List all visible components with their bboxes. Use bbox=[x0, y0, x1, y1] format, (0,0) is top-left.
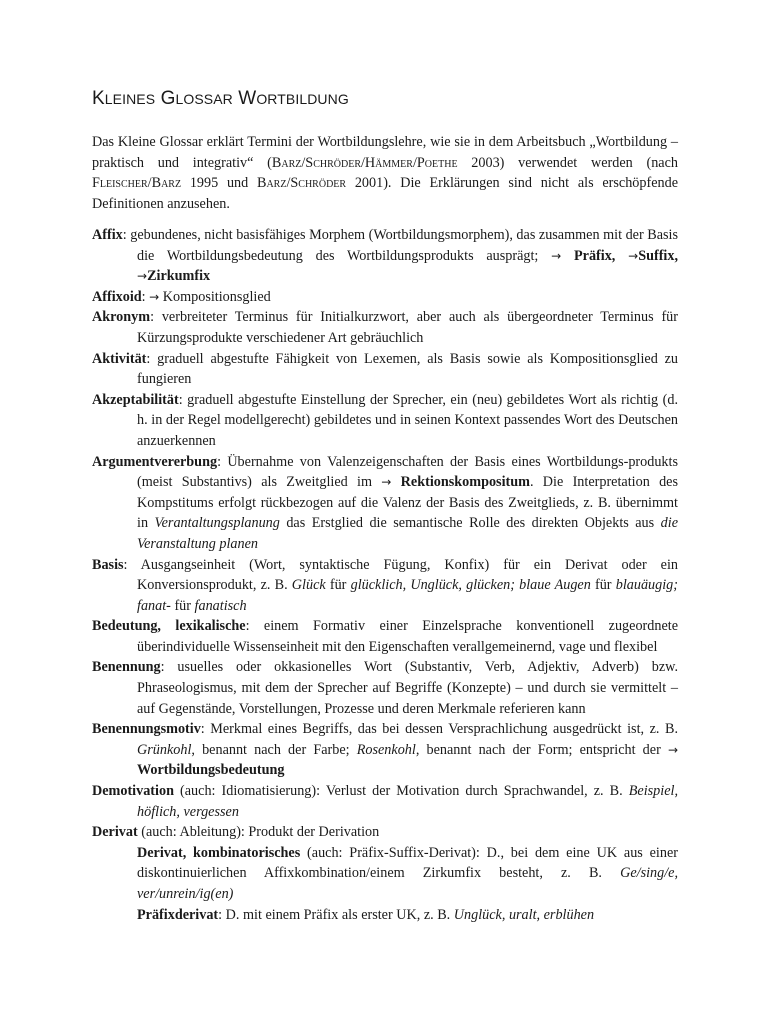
title-part-lossar: LOSSAR bbox=[175, 91, 233, 107]
entry-derivat bbox=[92, 822, 678, 843]
arrow-icon: → bbox=[551, 248, 562, 263]
title-initial-g: G bbox=[160, 88, 176, 109]
title-initial-w: W bbox=[238, 88, 257, 109]
entry-term: Argumentvererbung bbox=[92, 453, 218, 470]
entry-akzeptabilitaet bbox=[92, 390, 678, 452]
entry-definition: für bbox=[325, 577, 351, 594]
entry-definition: : D. mit einem Präfix als erster UK, z. B. bbox=[218, 906, 454, 923]
example-word: Unglück, uralt, erblühen bbox=[453, 906, 595, 923]
entry-definition: : graduell abgestufte Einstellung der Sprecher, ein (neu) gebildetes Wort als richtig (d. h. in der Regel modellgerecht) gebildetes und in seinen Kontext passendes Wort des Deutschen anzuerkennen bbox=[137, 391, 678, 449]
title-part-ortbildung: ORTBILDUNG bbox=[256, 91, 349, 107]
entry-term: Bedeutung, lexikalische bbox=[92, 618, 246, 635]
glossary-page bbox=[92, 88, 678, 925]
entry-term: Derivat, kombinatorisches bbox=[137, 844, 301, 861]
entry-definition: : einem Formativ einer Einzelsprache konventionell zugeordnete überindividuelle Wissenseinheit mit den Eigenschaften verallgemeinernd, vage und flexibel bbox=[137, 618, 678, 655]
example-word: die Veranstaltung planen bbox=[137, 515, 679, 552]
subentry-praefixderivat bbox=[92, 905, 678, 926]
example-word: Grünkohl bbox=[137, 741, 192, 758]
entry-affix bbox=[92, 225, 678, 287]
intro-authors: Fleischer/Barz bbox=[92, 175, 182, 191]
example-word: fanatisch bbox=[194, 597, 247, 614]
entry-definition: . Die Interpretation des Kompstitums erfolgt rückbezogen auf die Valenz der Basis des Zweitglieds, z. B. übernimmt in bbox=[137, 474, 678, 532]
intro-text: 1995 und bbox=[181, 175, 257, 191]
title-initial-k: K bbox=[92, 88, 105, 109]
entry-term: Benennungsmotiv bbox=[92, 721, 201, 738]
entry-definition: : gebundenes, nicht basisfähiges Morphem (Wortbildungsmorphem), das zusammen mit der Basis die Wortbildungsbedeutung des Wortbildungsprodukts ausprägt; bbox=[122, 227, 678, 264]
entry-definition: , benannt nach der Farbe; bbox=[191, 741, 357, 758]
entry-definition: , benannt nach der Form; entspricht der bbox=[415, 741, 668, 758]
example-word: Beispiel, höflich, vergessen bbox=[137, 783, 678, 820]
entry-definition: : bbox=[141, 288, 150, 305]
entry-definition: (auch: Präfix-Suffix-Derivat): D., bei dem eine UK aus einer diskontinuierlichen Affixkombination/einem Zirkumfix besteht, z. B. bbox=[137, 844, 678, 882]
entry-term: Demotivation bbox=[92, 783, 174, 800]
entry-definition: : usuelles oder okkasionelles Wort (Substantiv, Verb, Adjektiv, Adverb) bzw. Phraseologismus, mit dem der Sprecher auf Begriffe (Konzepte) – und durch sie vermittelt – auf Gegenstände, Vorstellungen, Prozesse und deren Merkmale referieren kann bbox=[137, 659, 678, 717]
entry-term: Affixoid bbox=[92, 288, 142, 305]
entry-aktivitaet bbox=[92, 349, 678, 390]
cross-reference: Suffix, bbox=[638, 247, 679, 264]
entry-definition: : Übernahme von Valenzeigenschaften der Basis eines Wortbildungs-produkts (meist Substantivs) als Zweitglied im bbox=[137, 453, 678, 491]
cross-reference: Kompositionsglied bbox=[162, 288, 271, 305]
entry-term: Basis bbox=[92, 556, 124, 573]
entry-definition: : Merkmal eines Begriffs, das bei dessen Versprachlichung ausgedrückt ist, z. B. bbox=[200, 721, 678, 738]
entry-term: Derivat bbox=[92, 824, 138, 841]
example-word: Ge/sing/e, ver/unrein/ig(en) bbox=[137, 865, 678, 902]
intro-text: 2001). Die Erklärungen sind nicht als erschöpfende Definitionen anzusehen. bbox=[92, 175, 678, 212]
intro-text: Das Kleine Glossar erklärt Termini der Wortbildungslehre, wie sie in dem Arbeitsbuch „Wortbildung – praktisch und integrativ“ ( bbox=[92, 134, 678, 171]
cross-reference: Zirkumfix bbox=[147, 268, 211, 285]
entry-definition: (auch: Ableitung): Produkt der Derivation bbox=[137, 824, 380, 841]
example-word: Glück bbox=[291, 577, 326, 594]
intro-authors: Barz/Schröder bbox=[256, 175, 347, 191]
arrow-icon: → bbox=[667, 742, 678, 757]
entry-benennungsmotiv bbox=[92, 719, 678, 781]
entry-term: Akronym bbox=[92, 309, 151, 326]
intro-paragraph bbox=[92, 132, 678, 214]
page-title bbox=[92, 88, 678, 110]
entry-term: Präfixderivat bbox=[137, 906, 219, 923]
entry-definition: : Ausgangseinheit (Wort, syntaktische Fügung, Konfix) für ein Derivat oder ein Konversionsprodukt, z. B. bbox=[123, 556, 678, 594]
entry-demotivation bbox=[92, 781, 678, 822]
example-word: Rosenkohl bbox=[356, 741, 416, 758]
entry-term: Aktivität bbox=[92, 350, 147, 367]
entry-definition: für bbox=[170, 597, 195, 614]
example-word: glücklich, Unglück, glücken; blaue Augen bbox=[350, 577, 591, 594]
example-word: Verantaltungsplanung bbox=[154, 515, 280, 532]
entry-benennung bbox=[92, 657, 678, 719]
arrow-icon: → bbox=[137, 269, 148, 284]
subentry-derivat-kombinatorisches bbox=[92, 843, 678, 905]
entry-akronym bbox=[92, 307, 678, 348]
example-word: blauäugig; fanat- bbox=[137, 577, 678, 614]
entry-basis bbox=[92, 555, 678, 617]
entry-definition: : graduell abgestufte Fähigkeit von Lexemen, als Basis sowie als Kompositionsglied zu fungieren bbox=[137, 350, 678, 388]
cross-reference: Rektionskompositum bbox=[400, 474, 530, 491]
title-part-leines: LEINES bbox=[104, 91, 156, 107]
arrow-icon: → bbox=[149, 289, 160, 304]
entry-definition: : verbreiteter Terminus für Initialkurzwort, aber auch als übergeordneter Terminus für Kürzungsprodukte verschiedener Art gebräuchlich bbox=[137, 309, 678, 346]
intro-authors: Barz/Schröder/Hämmer/Poethe bbox=[271, 154, 458, 171]
arrow-icon: → bbox=[381, 475, 392, 490]
entry-term: Akzeptabilität bbox=[92, 391, 179, 408]
entry-definition: für bbox=[590, 577, 616, 594]
cross-reference: Wortbildungsbedeutung bbox=[137, 762, 285, 779]
entry-definition: das Erstglied die semantische Rolle des direkten Objekts aus bbox=[279, 515, 661, 532]
intro-text: 2003) verwendet werden (nach bbox=[457, 154, 678, 171]
arrow-icon: → bbox=[628, 248, 639, 263]
entry-argumentvererbung bbox=[92, 452, 678, 555]
entry-bedeutung bbox=[92, 616, 678, 657]
entry-term: Benennung bbox=[92, 659, 161, 676]
entry-affixoid bbox=[92, 287, 678, 308]
entry-term: Affix bbox=[92, 227, 123, 243]
entry-definition: (auch: Idiomatisierung): Verlust der Motivation durch Sprachwandel, z. B. bbox=[173, 783, 629, 800]
cross-reference: Präfix, bbox=[573, 247, 616, 264]
